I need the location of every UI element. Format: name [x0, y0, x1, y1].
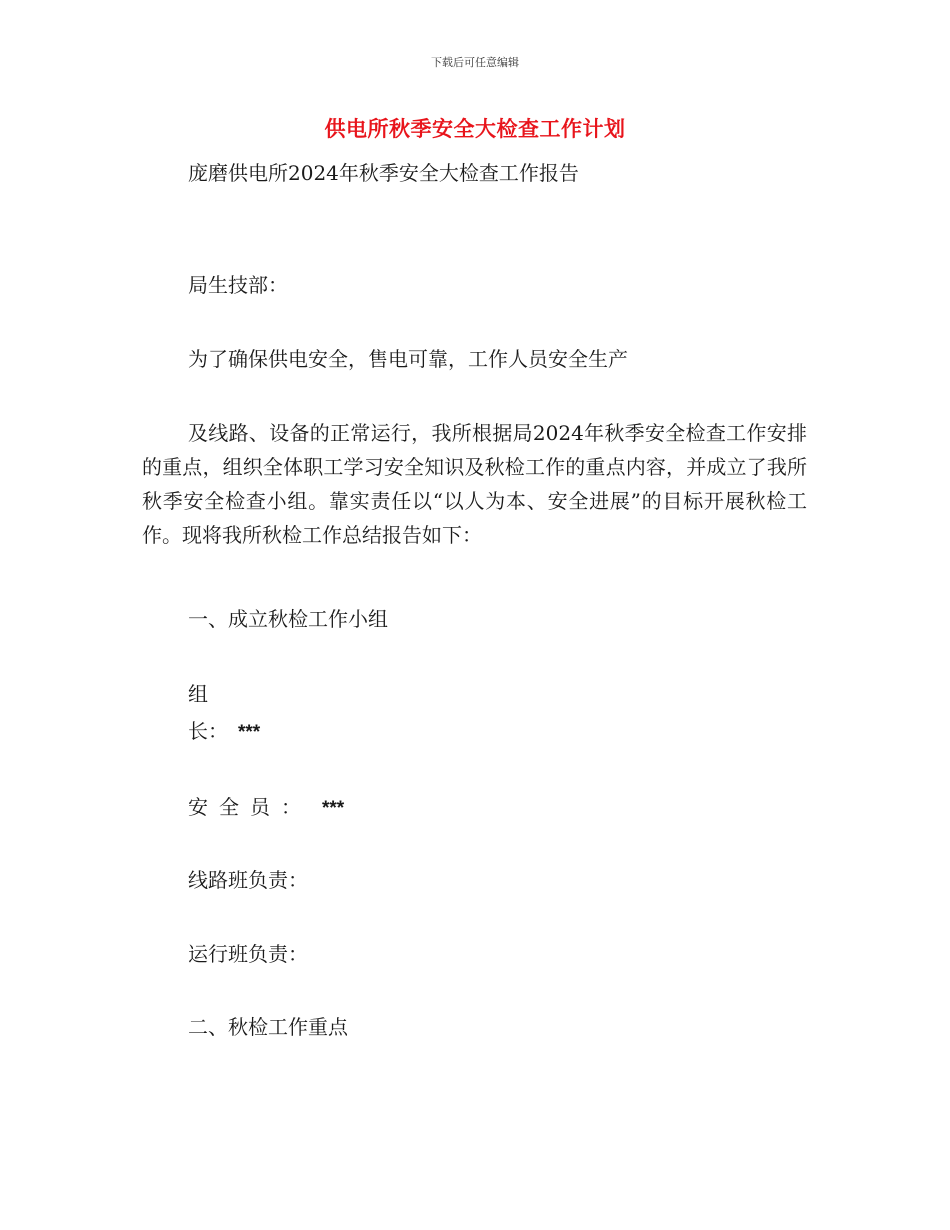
leader-label-line2: 长：: [188, 719, 228, 743]
header-note: 下载后可任意编辑: [431, 56, 519, 69]
leader-label-line1: 组: [188, 682, 208, 706]
line-team-lead: 线路班负责：: [188, 868, 308, 892]
salutation: 局生技部：: [188, 273, 288, 297]
intro-line: 为了确保供电安全，售电可靠，工作人员安全生产: [188, 347, 628, 371]
safety-officer-row: [188, 792, 344, 824]
report-subtitle: 庞磨供电所2024年秋季安全大检查工作报告: [188, 161, 579, 185]
ops-team-lead: 运行班负责：: [188, 942, 308, 966]
leader-row: [188, 716, 260, 748]
safety-officer-label: 安全员：: [188, 795, 312, 819]
section-heading-1: 一、成立秋检工作小组: [188, 607, 388, 631]
body-paragraph: 及线路、设备的正常运行，我所根据局2024年秋季安全检查工作安排的重点，组织全体职工学习安全知识及秋检工作的重点内容，并成立了我所秋季安全检查小组。靠实责任以“以人为本、安全进展”的目标开展秋检工作。现将我所秋检工作总结报告如下：: [142, 421, 807, 547]
document-title: 供电所秋季安全大检查工作计划: [324, 116, 626, 141]
safety-officer-value: ***: [322, 798, 345, 819]
section-heading-2: 二、秋检工作重点: [188, 1015, 348, 1039]
leader-value: ***: [238, 722, 261, 743]
